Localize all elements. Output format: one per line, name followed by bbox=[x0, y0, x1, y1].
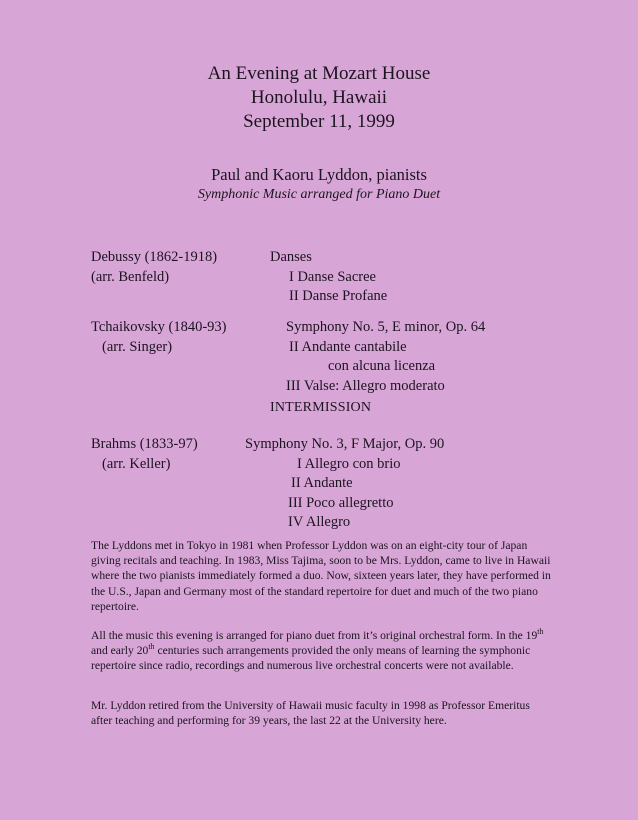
performers-block bbox=[0, 165, 638, 204]
event-title: An Evening at Mozart House bbox=[207, 63, 431, 84]
event-date: September 11, 1999 bbox=[243, 111, 395, 132]
arranger: (arr. Keller) bbox=[102, 455, 171, 472]
movement: III Valse: Allegro moderato bbox=[286, 377, 445, 394]
composer-name: Brahms (1833-97) bbox=[91, 436, 198, 452]
movement: I Allegro con brio bbox=[297, 455, 401, 472]
bio-text: The Lyddons met in Tokyo in 1981 when Professor Lyddon was on an eight-city tour of Japan giving recitals and teaching. In 1983, Miss Tajima, soon to be Mrs. Lyddon, came to live in Hawaii where the two pianists immediately formed a duo. Now, sixteen years later, they have performed in the U.S., Japan and Germany most of the standard repertoire for duet and much of the two piano repertoire. bbox=[91, 539, 551, 613]
intermission-label: INTERMISSION bbox=[270, 400, 372, 415]
movement-continuation: con alcuna licenza bbox=[328, 358, 436, 374]
work-title: Danses bbox=[270, 249, 312, 265]
movement: III Poco allegretto bbox=[288, 494, 394, 511]
ordinal-suffix: th bbox=[148, 642, 155, 652]
work-block bbox=[270, 248, 387, 307]
arranger: (arr. Benfeld) bbox=[91, 268, 170, 285]
bio-paragraph-1 bbox=[91, 538, 551, 614]
bio-text-segment: and early 20 bbox=[91, 644, 149, 658]
composer-block bbox=[91, 318, 271, 357]
movement: II Andante bbox=[291, 475, 353, 491]
event-location: Honolulu, Hawaii bbox=[250, 87, 388, 108]
movement: I Danse Sacree bbox=[289, 268, 376, 285]
bio-paragraph-3 bbox=[91, 698, 551, 728]
program-header bbox=[0, 62, 638, 134]
work-title: Symphony No. 3, F Major, Op. 90 bbox=[245, 436, 445, 452]
work-block bbox=[286, 318, 485, 396]
composer-block bbox=[91, 248, 271, 287]
ordinal-suffix: th bbox=[537, 627, 544, 636]
movement: II Andante cantabile bbox=[289, 338, 407, 355]
composer-name: Tchaikovsky (1840-93) bbox=[91, 319, 227, 335]
bio-text: Mr. Lyddon retired from the University of Hawaii music faculty in 1998 as Professor Emeritus after teaching and performing for 39 years, the last 22 at the University here. bbox=[91, 699, 530, 728]
bio-text-segment: centuries such arrangements provided the only means of learning the symphonic repertoire since radio, recordings and numerous live orchestral concerts were not available. bbox=[91, 644, 531, 673]
bio-paragraph-2 bbox=[91, 628, 551, 674]
bio-text-segment: All the music this evening is arranged for piano duet from it’s original orchestral form. In the 19 bbox=[91, 629, 538, 642]
program-subtitle: Symphonic Music arranged for Piano Duet bbox=[197, 187, 441, 202]
bio-text bbox=[91, 628, 551, 674]
arranger: (arr. Singer) bbox=[102, 338, 173, 355]
work-block bbox=[245, 435, 444, 533]
work-title: Symphony No. 5, E minor, Op. 64 bbox=[286, 319, 486, 335]
movement: II Danse Profane bbox=[289, 288, 388, 304]
composer-block bbox=[91, 435, 271, 474]
performer-names: Paul and Kaoru Lyddon, pianists bbox=[211, 165, 427, 184]
movement: IV Allegro bbox=[288, 514, 351, 530]
composer-name: Debussy (1862-1918) bbox=[91, 249, 218, 265]
